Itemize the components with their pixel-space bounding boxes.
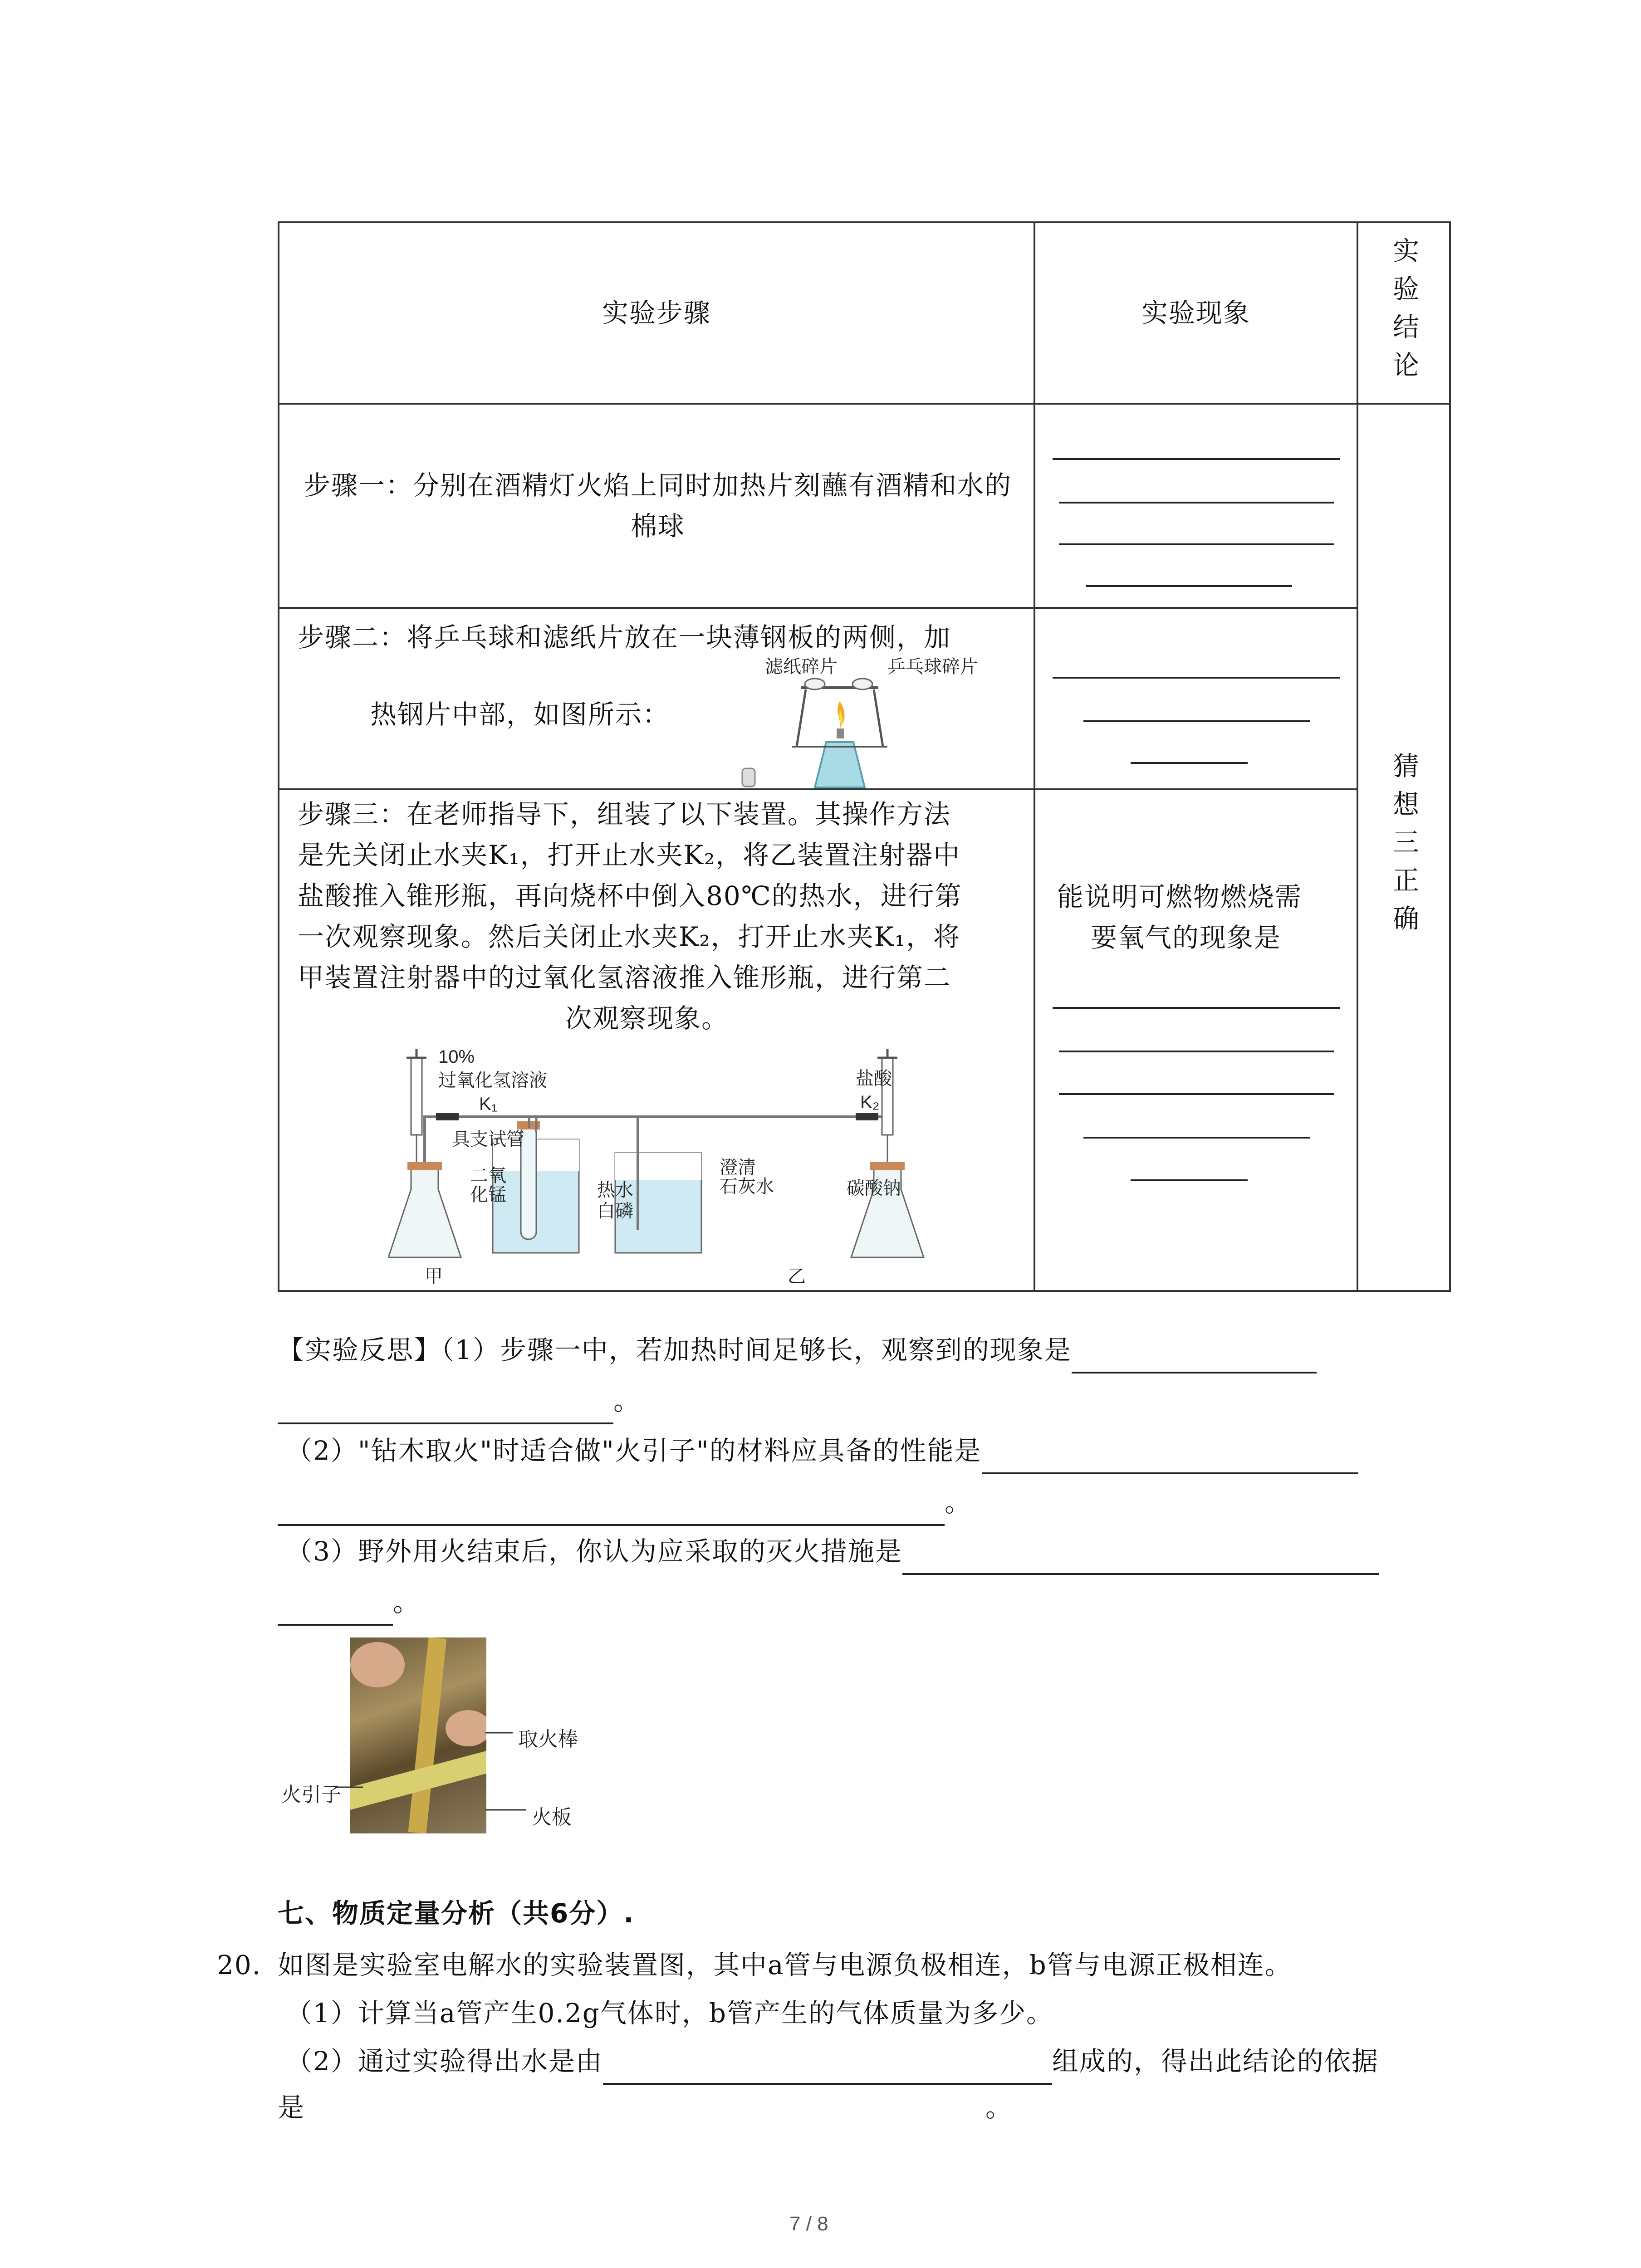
- step3-prompt-line-2: 要氧气的现象是: [1091, 922, 1282, 953]
- step3-line-3: 盐酸推入锥形瓶，再向烧杯中倒入80℃的热水，进行第: [298, 880, 962, 911]
- table-header-row: [279, 222, 1450, 404]
- answer-blank[interactable]: [982, 1429, 1358, 1474]
- reflection-q1-continued: [278, 1379, 641, 1424]
- reflection-q3-continued: [278, 1580, 420, 1626]
- step2-row: [279, 608, 1450, 789]
- step3-line-2: 是先关闭止水夹K₁，打开止水夹K₂，将乙装置注射器中: [298, 840, 961, 870]
- q20-part2-line2-text: 是: [278, 2092, 305, 2123]
- step3-phenomenon-cell: [1034, 789, 1357, 1291]
- label-fire-board: 火板: [532, 1806, 572, 1828]
- reflection-q3: [286, 1530, 1379, 1575]
- conclusion-text: 猜想三正确: [1388, 752, 1419, 943]
- answer-line: [1053, 677, 1340, 679]
- answer-line: [1083, 720, 1310, 722]
- step3-line-4: 一次观察现象。然后关闭止水夹K₂，打开止水夹K₁，将: [298, 921, 961, 952]
- step1-text: 步骤一：分别在酒精灯火焰上同时加热片刻蘸有酒精和水的棉球: [304, 470, 1012, 542]
- header-conclusion: 实验结论: [1388, 237, 1419, 389]
- label-white-phosphorus: 白磷: [597, 1201, 633, 1221]
- reflection-q2-end: 。: [945, 1487, 972, 1518]
- label-tinder: 火引子: [281, 1784, 341, 1806]
- q20-stem: 如图是实验室电解水的实验装置图，其中a管与电源负极相连，b管与电源正极相连。: [278, 1950, 1292, 1980]
- header-steps: 实验步骤: [279, 222, 1034, 404]
- experiment-table: [278, 221, 1451, 1292]
- answer-line: [1131, 1179, 1248, 1181]
- answer-blank[interactable]: [1072, 1328, 1317, 1374]
- header-conclusion-cell: [1357, 222, 1450, 404]
- q20-part2: [286, 2039, 1379, 2085]
- answer-line: [1059, 1051, 1334, 1052]
- step1-phenomenon-cell: [1034, 404, 1357, 608]
- step2-line1: 步骤二：将乒乓球和滤纸片放在一块薄钢板的两侧，加: [298, 622, 951, 653]
- answer-line: [1053, 1007, 1340, 1009]
- label-mno2-2: 化锰: [470, 1185, 506, 1205]
- label-branch-tube: 具支试管: [452, 1129, 524, 1149]
- label-h2o2-pct: 10%: [438, 1047, 475, 1067]
- q20-part1: （1）计算当a管产生0.2g气体时，b管产生的气体质量为多少。: [286, 1998, 1053, 2028]
- answer-blank[interactable]: [278, 1580, 393, 1626]
- step2-phenomenon-cell: [1034, 608, 1357, 789]
- photo-label-leaders: [336, 1728, 535, 1819]
- step3-line-1: 步骤三：在老师指导下，组装了以下装置。其操作方法: [298, 799, 951, 830]
- reflection-q2: [286, 1429, 1358, 1474]
- answer-blank[interactable]: [603, 2039, 1052, 2085]
- conclusion-cell: [1357, 404, 1450, 1291]
- label-jia: 甲: [425, 1266, 443, 1286]
- reflection-q2-text: （2）"钻木取火"时适合做"火引子"的材料应具备的性能是: [286, 1435, 982, 1466]
- step3-line-6: 次观察现象。: [565, 1003, 729, 1034]
- q20-part2-mid: 组成的，得出此结论的依据: [1052, 2046, 1379, 2077]
- label-fire-stick: 取火棒: [518, 1728, 578, 1750]
- q20-part2-line2: [278, 2086, 1013, 2129]
- answer-line: [1053, 458, 1340, 460]
- answer-line: [1131, 762, 1248, 764]
- step2-cell: [279, 608, 1034, 789]
- answer-line: [1083, 1137, 1310, 1139]
- label-hot-water: 热水: [597, 1180, 633, 1200]
- reflection-q1: [278, 1328, 1317, 1374]
- answer-line: [1059, 543, 1334, 545]
- reflection-q3-end: 。: [393, 1587, 421, 1618]
- answer-blank[interactable]: [278, 1481, 945, 1526]
- label-filter-paper: 滤纸碎片: [765, 657, 838, 677]
- step3-line-5: 甲装置注射器中的过氧化氢溶液推入锥形瓶，进行第二: [298, 962, 951, 993]
- answer-blank[interactable]: [278, 1379, 613, 1424]
- section7-title: 七、物质定量分析（共6分）.: [278, 1898, 635, 1929]
- label-limewater-2: 石灰水: [720, 1177, 774, 1197]
- q20-part2-end: 。: [985, 2092, 1013, 2123]
- q20-number: 20.: [217, 1950, 262, 1980]
- reflection-q1-text: 【实验反思】（1）步骤一中，若加热时间足够长，观察到的现象是: [278, 1334, 1072, 1365]
- step3-cell: [279, 789, 1034, 1291]
- page-number: 7 / 8: [789, 2213, 828, 2235]
- answer-space[interactable]: [305, 2086, 985, 2129]
- header-phenomena: 实验现象: [1034, 222, 1357, 404]
- answer-line: [1059, 502, 1334, 503]
- answer-line: [1086, 585, 1292, 587]
- label-pingpong: 乒乓球碎片: [887, 657, 978, 677]
- label-na2co3: 碳酸钠: [847, 1178, 901, 1198]
- reflection-q3-text: （3）野外用火结束后，你认为应采取的灭火措施是: [286, 1536, 902, 1567]
- reflection-q1-end: 。: [613, 1385, 641, 1416]
- step3-prompt-line-1: 能说明可燃物燃烧需: [1057, 881, 1303, 912]
- label-yi: 乙: [788, 1266, 806, 1286]
- label-limewater-1: 澄清: [720, 1158, 756, 1178]
- label-k2: K₂: [860, 1092, 880, 1112]
- answer-line: [1059, 1093, 1334, 1095]
- label-mno2-1: 二氧: [470, 1166, 506, 1186]
- step3-row: [279, 789, 1450, 1291]
- step2-line2: 热钢片中部，如图所示：: [370, 699, 670, 730]
- step1-cell: [279, 404, 1034, 608]
- step1-row: [279, 404, 1450, 608]
- label-k1: K₁: [479, 1094, 498, 1114]
- label-h2o2: 过氧化氢溶液: [438, 1070, 547, 1090]
- q20-part2-head: （2）通过实验得出水是由: [286, 2046, 603, 2077]
- reflection-q2-continued: [278, 1481, 972, 1526]
- answer-blank[interactable]: [902, 1530, 1379, 1575]
- label-hcl: 盐酸: [856, 1069, 892, 1089]
